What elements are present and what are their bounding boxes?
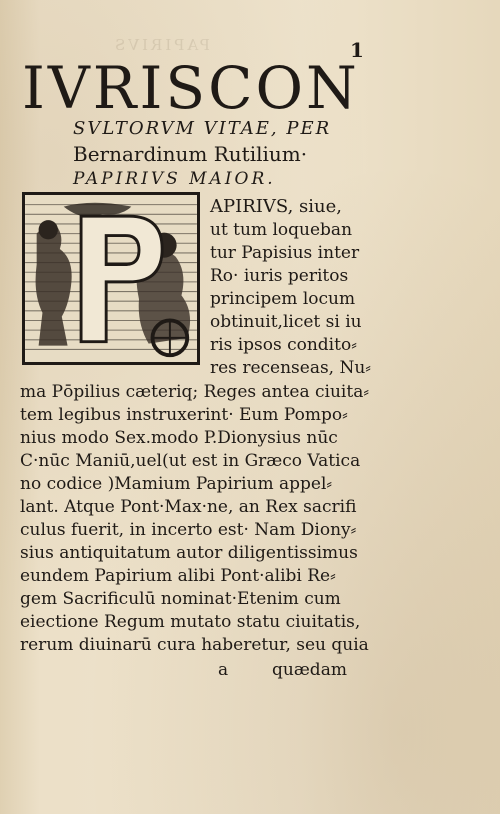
section-heading: PAPIRIVS MAIOR. xyxy=(73,169,276,189)
text-line: eundem Papirium alibi Pont·alibi Re⸗ xyxy=(20,566,336,586)
text-line: lant. Atque Pont·Max·ne, an Rex sacrifi xyxy=(20,497,357,517)
text-line: culus fuerit, in incerto est· Nam Diony⸗ xyxy=(20,520,357,540)
text-line: sius antiquitatum autor diligentissimus xyxy=(20,543,358,563)
title-line-2: SVLTORVM VITAE, PER xyxy=(73,118,332,139)
catchword: quædam xyxy=(272,660,347,680)
text-line: tem legibus instruxerint· Eum Pompo⸗ xyxy=(20,405,348,425)
text-line: Ro· iuris peritos xyxy=(210,266,349,286)
woodcut-initial-art xyxy=(25,195,197,362)
page-number: 1 xyxy=(350,38,364,62)
text-line: no codice )Mamium Papirium appel⸗ xyxy=(20,474,333,494)
text-line: ma Pōpilius cæteriq; Reges antea ciuita⸗ xyxy=(20,382,369,402)
text-line: ris ipsos condito⸗ xyxy=(210,335,357,355)
text-line: APIRIVS, siue, xyxy=(210,196,342,217)
text-line: C·nūc Maniū,uel(ut est in Græco Vatica xyxy=(20,451,361,471)
text-line: tur Papisius inter xyxy=(210,243,360,263)
text-line: principem locum xyxy=(210,289,356,309)
text-line: nius modo Sex.modo P.Dionysius nūc xyxy=(20,428,338,448)
text-line: eiectione Regum mutato statu ciuitatis, xyxy=(20,612,361,632)
bleed-through-text: PAPIRIVS xyxy=(112,36,210,54)
text-line: rerum diuinarū cura haberetur, seu quia xyxy=(20,635,369,655)
text-line: res recenseas, Nu⸗ xyxy=(210,358,371,378)
title-line-1: IVRISCON xyxy=(22,54,360,122)
text-line: obtinuit,licet si iu xyxy=(210,312,362,332)
text-line: ut tum loqueban xyxy=(210,220,353,240)
text-line: gem Sacrificulū nominat·Etenim cum xyxy=(20,589,341,609)
woodcut-initial xyxy=(22,192,200,365)
title-line-3: Bernardinum Rutilium· xyxy=(73,142,308,166)
signature-mark: a xyxy=(218,660,229,680)
